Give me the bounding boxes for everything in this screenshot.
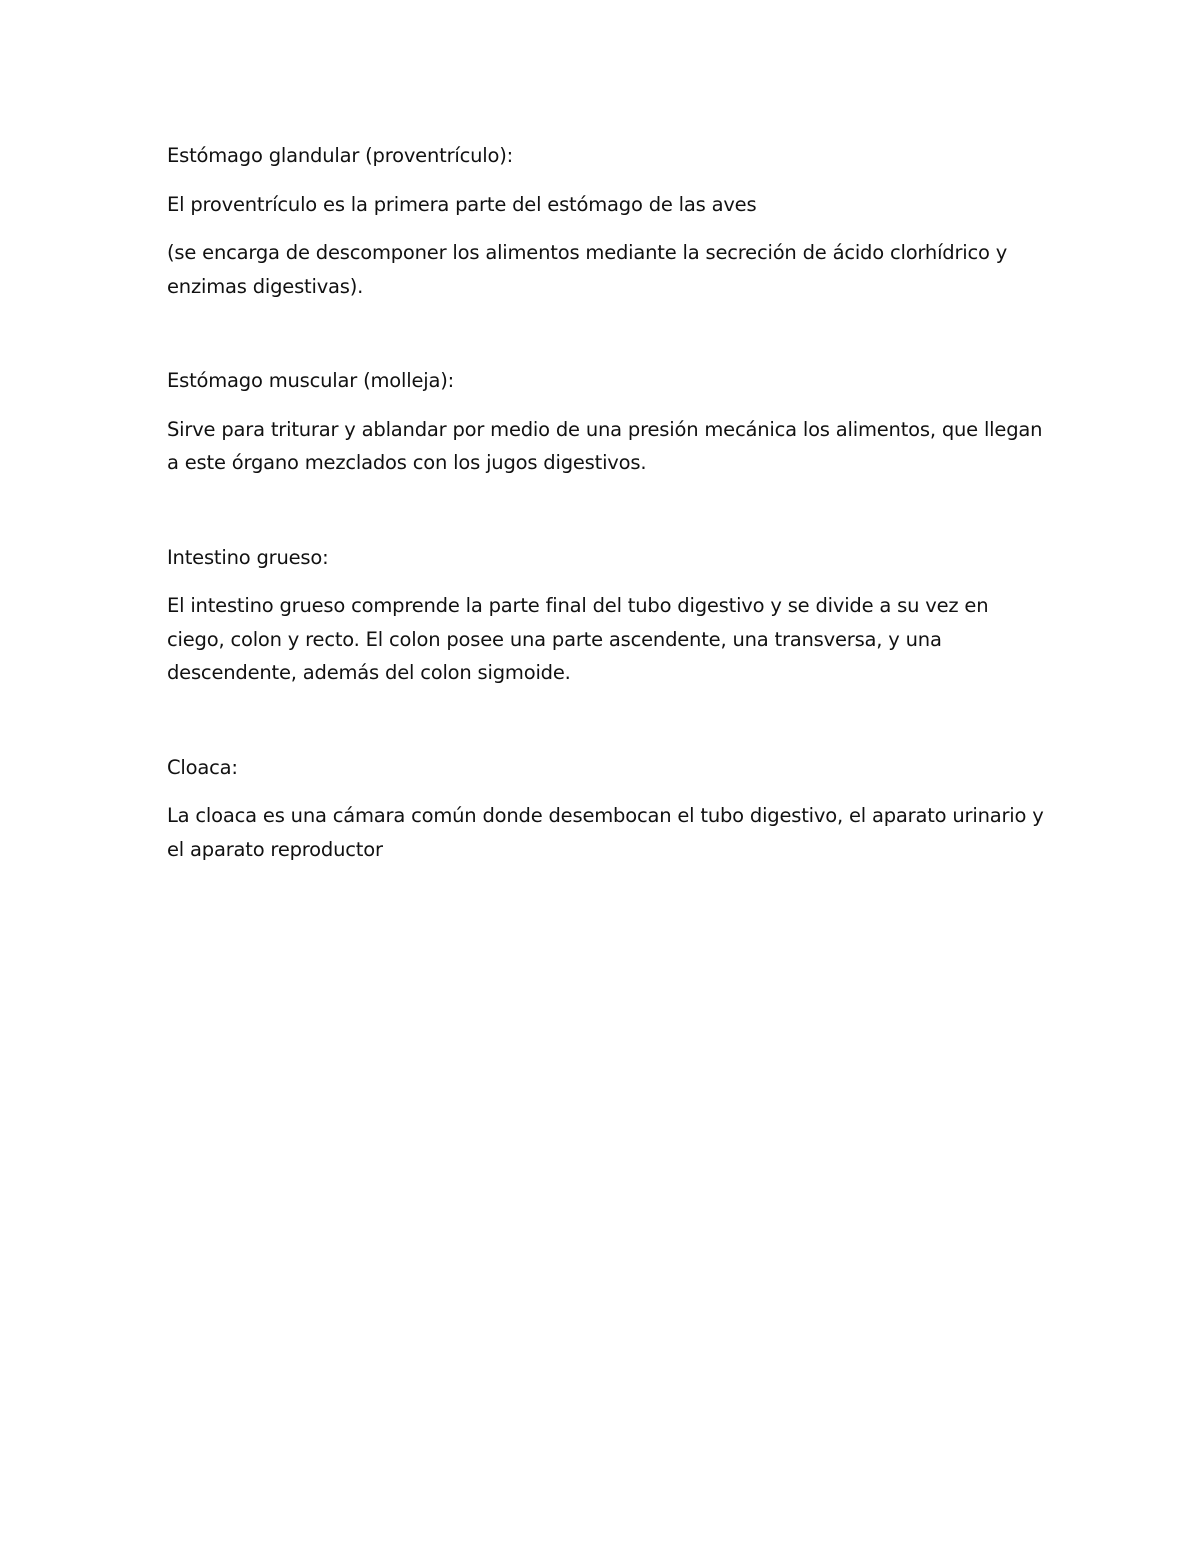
- paragraph: Sirve para triturar y ablandar por medio de una presión mecánica los alimentos, que llegan a este órgano mezclados con los jugos digestivos.: [167, 417, 1043, 474]
- paragraph: El intestino grueso comprende la parte final del tubo digestivo y se divide a su vez en ciego, colon y recto. El colon posee una parte ascendente, una transversa, y una descendente, además del colon sigmoide.: [167, 594, 989, 684]
- section-cloaca: [167, 751, 1047, 867]
- section-molleja: [167, 364, 1047, 480]
- section-heading: Cloaca:: [167, 755, 238, 779]
- section-proventriculo: [167, 139, 1047, 303]
- paragraph: La cloaca es una cámara común donde desembocan el tubo digestivo, el aparato urinario y el aparato reproductor: [167, 804, 1044, 861]
- document-body: [167, 139, 1047, 866]
- paragraph: El proventrículo es la primera parte del estómago de las aves: [167, 192, 757, 216]
- section-heading: Intestino grueso:: [167, 545, 329, 569]
- section-heading: Estómago glandular (proventrículo):: [167, 144, 514, 167]
- paragraph: (se encarga de descomponer los alimentos mediante la secreción de ácido clorhídrico y enzimas digestivas).: [167, 241, 1008, 298]
- section-heading: Estómago muscular (molleja):: [167, 369, 454, 392]
- section-intestino-grueso: [167, 541, 1047, 690]
